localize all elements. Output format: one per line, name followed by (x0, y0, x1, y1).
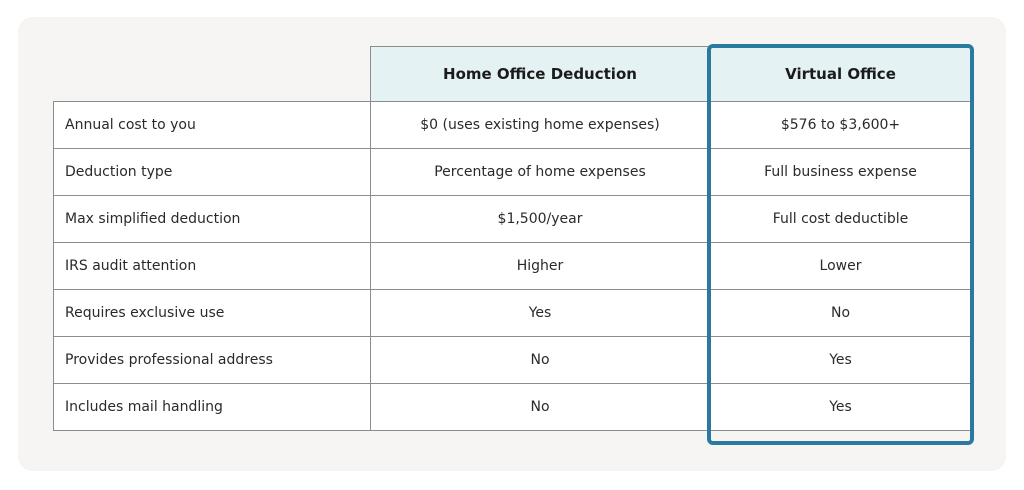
row-label: Deduction type (54, 149, 371, 196)
table-row (54, 337, 972, 384)
row-label: IRS audit attention (54, 243, 371, 290)
row-label: Requires exclusive use (54, 290, 371, 337)
home-office-value: Yes (371, 290, 710, 337)
row-label: Provides professional address (54, 337, 371, 384)
table-row (54, 384, 972, 431)
row-label: Max simplified deduction (54, 196, 371, 243)
row-label: Includes mail handling (54, 384, 371, 431)
table-row (54, 290, 972, 337)
table-row (54, 196, 972, 243)
header-empty-cell (54, 47, 371, 102)
table-row (54, 149, 972, 196)
table-row (54, 102, 972, 149)
home-office-value: $1,500/year (371, 196, 710, 243)
row-label: Annual cost to you (54, 102, 371, 149)
home-office-value: Higher (371, 243, 710, 290)
table-row (54, 243, 972, 290)
home-office-value: No (371, 384, 710, 431)
header-home-office: Home Office Deduction (371, 47, 710, 102)
home-office-value: Percentage of home expenses (371, 149, 710, 196)
home-office-value: $0 (uses existing home expenses) (371, 102, 710, 149)
virtual-office-value: Lower (710, 243, 972, 290)
virtual-office-value: Yes (710, 337, 972, 384)
home-office-value: No (371, 337, 710, 384)
table-header-row (54, 47, 972, 102)
virtual-office-value: Yes (710, 384, 972, 431)
virtual-office-value: Full business expense (710, 149, 972, 196)
virtual-office-value: No (710, 290, 972, 337)
virtual-office-value: $576 to $3,600+ (710, 102, 972, 149)
virtual-office-value: Full cost deductible (710, 196, 972, 243)
comparison-table (53, 46, 972, 431)
header-virtual-office: Virtual Office (710, 47, 972, 102)
